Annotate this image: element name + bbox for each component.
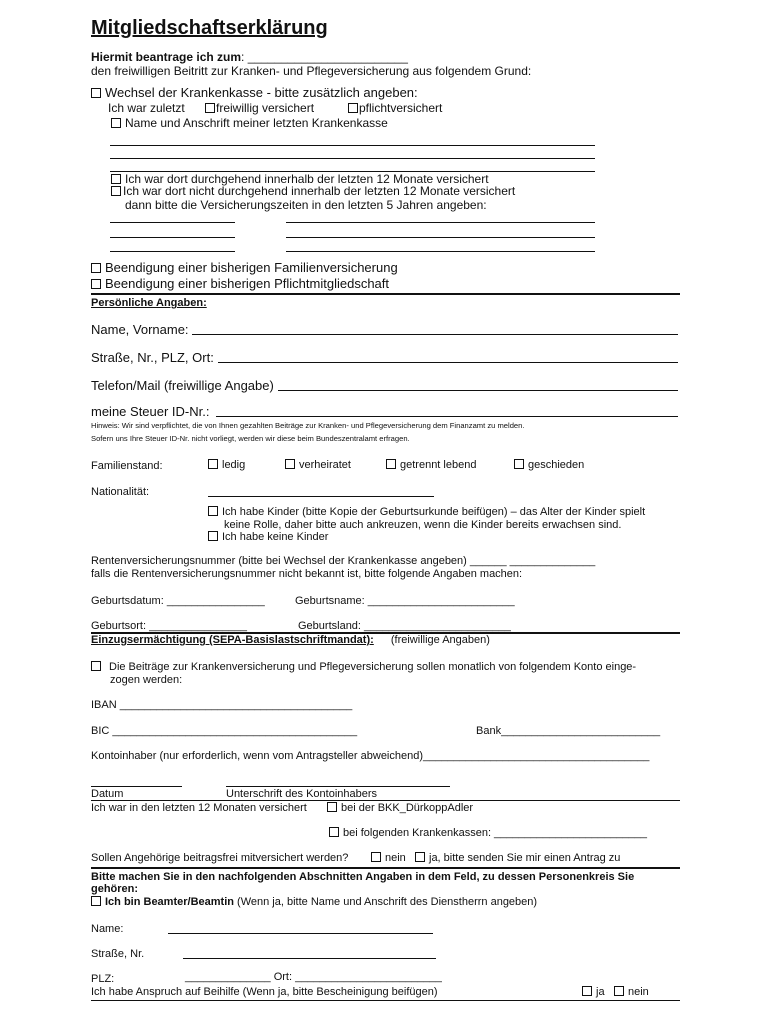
- beihilfe-ja-label: ja: [596, 986, 605, 998]
- name-anschrift-checkbox[interactable]: [111, 118, 121, 128]
- pflicht-label: pflichtversichert: [359, 101, 443, 115]
- name-anschrift-row: [111, 116, 388, 130]
- beamte-name-label: Name:: [91, 923, 124, 935]
- wechsel-label: Wechsel der Krankenkasse - bitte zusätzlich angeben:: [105, 85, 418, 100]
- geschieden-label: geschieden: [528, 459, 585, 471]
- name-label: Name, Vorname:: [91, 322, 189, 337]
- beendigung-familie-checkbox[interactable]: [91, 263, 101, 273]
- sepa-heading-row: [91, 634, 490, 646]
- beihilfe-label: Ich habe Anspruch auf Beihilfe (Wenn ja, bitte Bescheinigung beifügen): [91, 986, 438, 998]
- kinder-row: [208, 506, 645, 518]
- unterschrift-label: Unterschrift des Kontoinhabers: [226, 788, 378, 800]
- geburtsort-field[interactable]: Geburtsort: ________________: [91, 620, 247, 632]
- angehoerige-ja-row: [415, 852, 620, 864]
- beamter-checkbox[interactable]: [91, 896, 101, 906]
- intro-reason: den freiwilligen Beitritt zur Kranken- und Pflegeversicherung aus folgendem Grund:: [91, 64, 532, 78]
- andere-label[interactable]: bei folgenden Krankenkassen: _________________________: [343, 827, 647, 839]
- geschieden-checkbox[interactable]: [514, 459, 524, 469]
- getrennt-checkbox[interactable]: [386, 459, 396, 469]
- personal-heading: Persönliche Angaben:: [91, 297, 207, 309]
- wechsel-checkbox[interactable]: [91, 88, 101, 98]
- bank-field[interactable]: Bank__________________________: [476, 725, 661, 737]
- kasse-line-2[interactable]: [110, 158, 595, 159]
- zeiten-label: dann bitte die Versicherungszeiten in den letzten 5 Jahren angeben:: [125, 198, 487, 212]
- strasse-label: Straße, Nr., PLZ, Ort:: [91, 350, 214, 365]
- beendigung-familie-row: [91, 260, 398, 275]
- getrennt-label: getrennt lebend: [400, 459, 477, 471]
- beihilfe-ja-checkbox[interactable]: [582, 986, 592, 996]
- angehoerige-ja-label: ja, bitte senden Sie mir einen Antrag zu: [429, 852, 621, 864]
- beamte-plz-label: PLZ:: [91, 973, 115, 985]
- durchgehend-checkbox[interactable]: [111, 174, 121, 184]
- iban-field[interactable]: IBAN ______________________________________: [91, 699, 353, 711]
- angehoerige-nein-row: [371, 852, 406, 864]
- nicht-durchgehend-row: [111, 184, 515, 198]
- sepa-text-2: zogen werden:: [110, 674, 183, 686]
- zeit-line-1b[interactable]: [286, 222, 595, 223]
- name-anschrift-label: Name und Anschrift meiner letzten Krankenkasse: [125, 116, 388, 130]
- pflicht-checkbox[interactable]: [348, 103, 358, 113]
- sepa-checkbox[interactable]: [91, 661, 101, 671]
- rente-line-1[interactable]: Rentenversicherungsnummer (bitte bei Wechsel der Krankenkasse angeben) ______ ______________: [91, 555, 596, 567]
- ledig-label: ledig: [222, 459, 246, 471]
- geburtsdatum-field[interactable]: Geburtsdatum: ________________: [91, 595, 265, 607]
- versichert-label: Ich war in den letzten 12 Monaten versichert: [91, 802, 307, 814]
- pflicht-row: [348, 101, 442, 115]
- bic-field[interactable]: BIC ________________________________________: [91, 725, 358, 737]
- page-title: Mitgliedschaftserklärung: [91, 17, 328, 39]
- sepa-text-1: Die Beiträge zur Krankenversicherung und Pflegeversicherung sollen monatlich von folgendem Konto einge-: [109, 661, 637, 673]
- section-divider-4: [91, 867, 680, 869]
- sepa-text-row: [91, 661, 636, 673]
- kasse-line-1[interactable]: [110, 145, 595, 146]
- freiwillig-checkbox[interactable]: [205, 103, 215, 113]
- intro-line: [91, 50, 408, 64]
- andere-row: [329, 827, 647, 839]
- zuletzt-label: Ich war zuletzt: [108, 101, 185, 115]
- beendigung-pflicht-checkbox[interactable]: [91, 279, 101, 289]
- freiwillig-label: freiwillig versichert: [216, 101, 315, 115]
- keine-kinder-label: Ich habe keine Kinder: [222, 531, 329, 543]
- sepa-optional: (freiwillige Angaben): [390, 634, 490, 646]
- verheiratet-row: [285, 459, 351, 471]
- section-divider-3: [91, 800, 680, 801]
- beihilfe-ja-row: [582, 986, 605, 998]
- beamte-name-field[interactable]: [168, 933, 433, 934]
- familienstand-label: Familienstand:: [91, 460, 163, 472]
- beamte-plz-ort-field[interactable]: ______________ Ort: ________________________: [185, 971, 442, 983]
- name-field[interactable]: [192, 334, 678, 335]
- ledig-checkbox[interactable]: [208, 459, 218, 469]
- datum-line[interactable]: [91, 786, 182, 787]
- strasse-field[interactable]: [218, 362, 678, 363]
- section-divider-1: [91, 293, 680, 295]
- beamte-strasse-field[interactable]: [183, 958, 436, 959]
- kinder-checkbox[interactable]: [208, 506, 218, 516]
- wechsel-row: [91, 85, 418, 100]
- andere-checkbox[interactable]: [329, 827, 339, 837]
- hinweis-line-2: Sofern uns Ihre Steuer ID-Nr. nicht vorliegt, werden wir diese beim Bundeszentralamt erfragen.: [91, 434, 410, 443]
- kontoinhaber-field[interactable]: Kontoinhaber (nur erforderlich, wenn vom Antragsteller abweichend)_____________________________________: [91, 750, 650, 762]
- zeit-line-1a[interactable]: [110, 222, 235, 223]
- beamter-hint: (Wenn ja, bitte Name und Anschrift des Dienstherrn angeben): [237, 896, 538, 908]
- beamter-label: Ich bin Beamter/Beamtin: [105, 896, 234, 908]
- intro-date-blank[interactable]: : ________________________: [241, 50, 408, 64]
- beendigung-pflicht-row: [91, 276, 389, 291]
- beamte-intro-1: Bitte machen Sie in den nachfolgenden Abschnitten Angaben in dem Feld, zu dessen Personenkreis Sie: [91, 871, 635, 883]
- telefon-label: Telefon/Mail (freiwillige Angabe): [91, 378, 274, 393]
- verheiratet-label: verheiratet: [299, 459, 351, 471]
- kinder-label-1: Ich habe Kinder (bitte Kopie der Geburtsurkunde beifügen) – das Alter der Kinder spielt: [222, 506, 646, 518]
- nicht-durchgehend-checkbox[interactable]: [111, 186, 121, 196]
- geschieden-row: [514, 459, 584, 471]
- beamte-intro-2: gehören:: [91, 883, 139, 895]
- zeit-line-3b[interactable]: [286, 251, 595, 252]
- beihilfe-nein-row: [614, 986, 649, 998]
- zeit-line-2a[interactable]: [110, 237, 235, 238]
- beamte-strasse-label: Straße, Nr.: [91, 948, 145, 960]
- angehoerige-label: Sollen Angehörige beitragsfrei mitversichert werden?: [91, 852, 349, 864]
- beendigung-familie-label: Beendigung einer bisherigen Familienversicherung: [105, 260, 398, 275]
- steuer-field[interactable]: [216, 416, 678, 417]
- verheiratet-checkbox[interactable]: [285, 459, 295, 469]
- angehoerige-nein-label: nein: [385, 852, 406, 864]
- getrennt-row: [386, 459, 476, 471]
- freiwillig-row: [205, 101, 314, 115]
- hinweis-line-1: Hinweis: Wir sind verpflichtet, die von Ihnen gezahlten Beiträge zur Kranken- und Pflegeversicherung dem Finanzamt zu melden.: [91, 421, 525, 430]
- sepa-heading: Einzugsermächtigung (SEPA-Basislastschriftmandat):: [91, 634, 374, 646]
- durchgehend-label: Ich war dort durchgehend innerhalb der letzten 12 Monate versichert: [125, 172, 489, 186]
- steuer-label: meine Steuer ID-Nr.:: [91, 404, 210, 419]
- rente-line-2: falls die Rentenversicherungsnummer nicht bekannt ist, bitte folgende Angaben machen:: [91, 568, 523, 580]
- intro-label: Hiermit beantrage ich zum: [91, 50, 242, 64]
- beihilfe-nein-checkbox[interactable]: [614, 986, 624, 996]
- beamter-row: [91, 896, 537, 908]
- keine-kinder-checkbox[interactable]: [208, 531, 218, 541]
- bkk-checkbox[interactable]: [327, 802, 337, 812]
- zeit-line-3a[interactable]: [110, 251, 235, 252]
- angehoerige-ja-checkbox[interactable]: [415, 852, 425, 862]
- datum-label: Datum: [91, 788, 124, 800]
- bottom-divider: [91, 1000, 680, 1001]
- nationalitaet-field[interactable]: [208, 496, 434, 497]
- ledig-row: [208, 459, 245, 471]
- bkk-row: [327, 802, 473, 814]
- keine-kinder-row: [208, 531, 328, 543]
- unterschrift-line[interactable]: [226, 786, 450, 787]
- bkk-label: bei der BKK_DürkoppAdler: [341, 802, 474, 814]
- beendigung-pflicht-label: Beendigung einer bisherigen Pflichtmitgliedschaft: [105, 276, 390, 291]
- zeit-line-2b[interactable]: [286, 237, 595, 238]
- angehoerige-nein-checkbox[interactable]: [371, 852, 381, 862]
- geburtsname-field[interactable]: Geburtsname: ________________________: [295, 595, 515, 607]
- nationalitaet-label: Nationalität:: [91, 486, 150, 498]
- kinder-label-2: keine Rolle, daher bitte auch ankreuzen, wenn die Kinder bereits erwachsen sind.: [224, 519, 622, 531]
- geburtsland-field[interactable]: Geburtsland: ________________________: [298, 620, 511, 632]
- beihilfe-nein-label: nein: [628, 986, 649, 998]
- telefon-field[interactable]: [278, 390, 678, 391]
- nicht-durchgehend-label: Ich war dort nicht durchgehend innerhalb der letzten 12 Monate versichert: [123, 184, 516, 198]
